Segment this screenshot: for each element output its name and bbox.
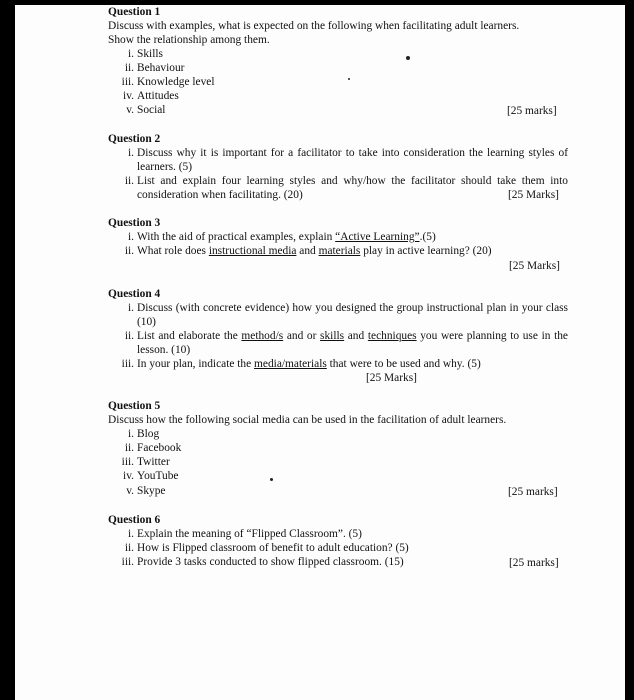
item-number: i. <box>127 528 134 540</box>
underlined-term: “Active Learning” <box>335 231 420 243</box>
item-text: Facebook <box>137 442 182 454</box>
item-number: ii. <box>124 542 134 554</box>
item-text: Knowledge level <box>137 76 215 88</box>
item-number: iii. <box>121 556 134 568</box>
item-text: With the aid of practical examples, explain “Active Learning”.(5) <box>137 231 436 243</box>
question-title: Question 4 <box>108 288 161 300</box>
item-number: v. <box>126 104 134 116</box>
question-title: Question 5 <box>108 400 161 412</box>
item-number: ii. <box>124 442 134 454</box>
question-title: Question 6 <box>108 514 161 526</box>
item-text: What role does instructional media and materials play in active learning? (20) <box>137 245 492 257</box>
underlined-term: media/materials <box>254 358 327 370</box>
item-text: List and explain four learning styles and why/how the facilitator should take them into consideration when facilitating. (20) <box>137 175 568 202</box>
item-number: iii. <box>121 456 134 468</box>
marks-label: [25 marks] <box>509 557 559 569</box>
item-text: Discuss why it is important for a facilitator to take into consideration the learning styles of learners. (5) <box>137 147 568 174</box>
item-number: iv. <box>123 90 134 102</box>
question-intro: Show the relationship among them. <box>108 34 270 46</box>
exam-paper <box>15 5 625 700</box>
marks-label: [25 marks] <box>507 105 557 117</box>
item-text: Skype <box>137 485 166 497</box>
marks-label: [25 Marks] <box>366 372 417 384</box>
underlined-term: instructional media <box>208 245 297 257</box>
item-number: ii. <box>124 330 134 342</box>
photo-border-right <box>625 0 634 700</box>
marks-label: [25 Marks] <box>509 260 560 272</box>
item-text: Provide 3 tasks conducted to show flipped classroom. (15) <box>137 556 404 568</box>
item-number: i. <box>127 231 134 243</box>
item-text: Skills <box>137 48 163 60</box>
question-title: Question 2 <box>108 133 161 145</box>
item-text: Twitter <box>137 456 170 468</box>
item-number: ii. <box>124 245 134 257</box>
item-number: ii. <box>124 175 134 187</box>
item-text: YouTube <box>137 470 179 482</box>
item-text: Behaviour <box>137 62 185 74</box>
item-text: How is Flipped classroom of benefit to adult education? (5) <box>137 542 409 554</box>
item-number: iii. <box>121 358 134 370</box>
item-text: In your plan, indicate the media/materials that were to be used and why. (5) <box>137 358 481 370</box>
underlined-term: techniques <box>367 330 417 342</box>
question-title: Question 1 <box>108 6 161 18</box>
item-number: i. <box>127 147 134 159</box>
question-title: Question 3 <box>108 217 161 229</box>
item-number: iii. <box>121 76 134 88</box>
item-text: Explain the meaning of “Flipped Classroom”. (5) <box>137 528 362 540</box>
item-number: i. <box>127 302 134 314</box>
underlined-term: skills <box>320 330 345 342</box>
question-intro: Discuss how the following social media can be used in the facilitation of adult learners. <box>108 414 507 426</box>
item-text: Attitudes <box>137 90 179 102</box>
item-number: i. <box>127 48 134 60</box>
item-text: Blog <box>137 428 160 440</box>
question-intro: Discuss with examples, what is expected on the following when facilitating adult learners. <box>108 20 520 32</box>
underlined-term: materials <box>318 245 361 257</box>
marks-label: [25 Marks] <box>508 189 559 201</box>
item-text: Social <box>137 104 166 116</box>
item-number: i. <box>127 428 134 440</box>
underlined-term: method/s <box>241 330 284 342</box>
item-number: ii. <box>124 62 134 74</box>
item-number: iv. <box>123 470 134 482</box>
item-text: Discuss (with concrete evidence) how you designed the group instructional plan in your class (10) <box>137 302 568 329</box>
item-text: List and elaborate the method/s and or skills and techniques you were planning to use in the lesson. (10) <box>137 330 568 357</box>
photo-border-left <box>0 0 15 700</box>
item-number: v. <box>126 485 134 497</box>
marks-label: [25 marks] <box>508 486 558 498</box>
